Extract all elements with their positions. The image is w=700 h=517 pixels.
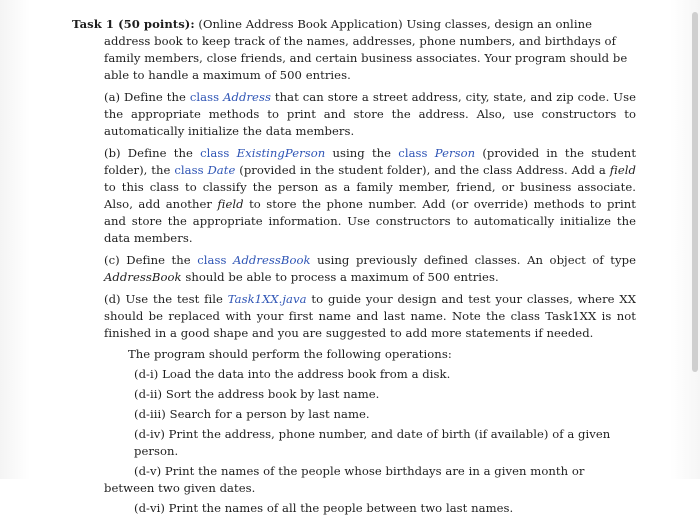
scrollbar-thumb[interactable] <box>692 12 698 372</box>
part-d-file-name: Task1XX.java <box>227 292 307 306</box>
part-b-rest: to store the phone number. Add (or override) methods to print and store the appropriate information. Use constructors to automatically initialize the data members. <box>104 197 637 245</box>
part-c-prefix: (c) Define the <box>104 253 198 267</box>
part-c-rest: should be able to process a maximum of 500 entries. <box>181 270 499 284</box>
operation-item: (d-iii) Search for a person by last name. <box>134 407 370 421</box>
part-b-class3-label: class <box>174 163 208 177</box>
part-b-mid2: (provided in the student folder), the <box>104 146 637 177</box>
part-c-paragraph <box>72 252 636 286</box>
operation-item: (d-vi) Print the names of all the people between two last names. <box>134 501 514 515</box>
part-b-field1: field <box>609 163 636 177</box>
part-d-rest: to guide your design and test your classes, where XX should be replaced with your first name and last name. Note the class Task1XX is not finished in a good shape and you are suggested to add more statements if needed. <box>104 292 637 340</box>
part-c-class-name: AddressBook <box>233 253 311 267</box>
part-c-type-name: AddressBook <box>104 270 182 284</box>
part-a-class-name: Address <box>223 90 271 104</box>
task-intro-paragraph <box>72 16 636 84</box>
part-b-mid1: using the <box>325 146 399 160</box>
part-b-mid3: (provided in the student folder), and the class Address. Add a <box>235 163 610 177</box>
part-d-paragraph <box>72 291 636 342</box>
task-heading: Task 1 (50 points): <box>72 17 195 31</box>
part-b-field2: field <box>217 197 244 211</box>
part-c-class-label: class <box>197 253 234 267</box>
part-b-prefix: (b) Define the <box>104 146 201 160</box>
operation-item: (d-iv) Print the address, phone number, and date of birth (if available) of a given person. <box>134 427 611 458</box>
part-b-class1-label: class <box>200 146 237 160</box>
part-b-class3-name: Date <box>207 163 236 177</box>
operation-item: (d-i) Load the data into the address book from a disk. <box>134 367 451 381</box>
part-b-paragraph <box>72 145 636 247</box>
part-b-class1-name: ExistingPerson <box>236 146 326 160</box>
assignment-text <box>72 16 636 517</box>
vertical-scrollbar[interactable] <box>691 0 698 479</box>
part-b-mid4: to this class to classify the person as a family member, friend, or business associate. Also, add another <box>104 180 636 211</box>
part-a-prefix: (a) Define the <box>104 90 190 104</box>
part-a-rest: that can store a street address, city, state, and zip code. Use the appropriate methods to print and store the address. Also, use constructors to automatically initialize the data members. <box>104 90 637 138</box>
task-intro: (Online Address Book Application) Using classes, design an online address book to keep track of the names, addresses, phone numbers, and birthdays of family members, close friends, and certain business associates. Your program should be able to handle a maximum of 500 entries. <box>104 17 628 82</box>
part-c-mid: using previously defined classes. An object of type <box>310 253 636 267</box>
operations-intro: The program should perform the following operations: <box>128 347 452 361</box>
part-a-paragraph <box>72 89 636 140</box>
part-a-class-label: class <box>189 90 224 104</box>
part-b-class2-label: class <box>398 146 435 160</box>
part-d-prefix: (d) Use the test file <box>104 292 228 306</box>
operation-item: (d-v) Print the names of the people whose birthdays are in a given month or between two given dates. <box>104 464 585 495</box>
part-b-class2-name: Person <box>434 146 476 160</box>
operation-item: (d-ii) Sort the address book by last name. <box>134 387 380 401</box>
